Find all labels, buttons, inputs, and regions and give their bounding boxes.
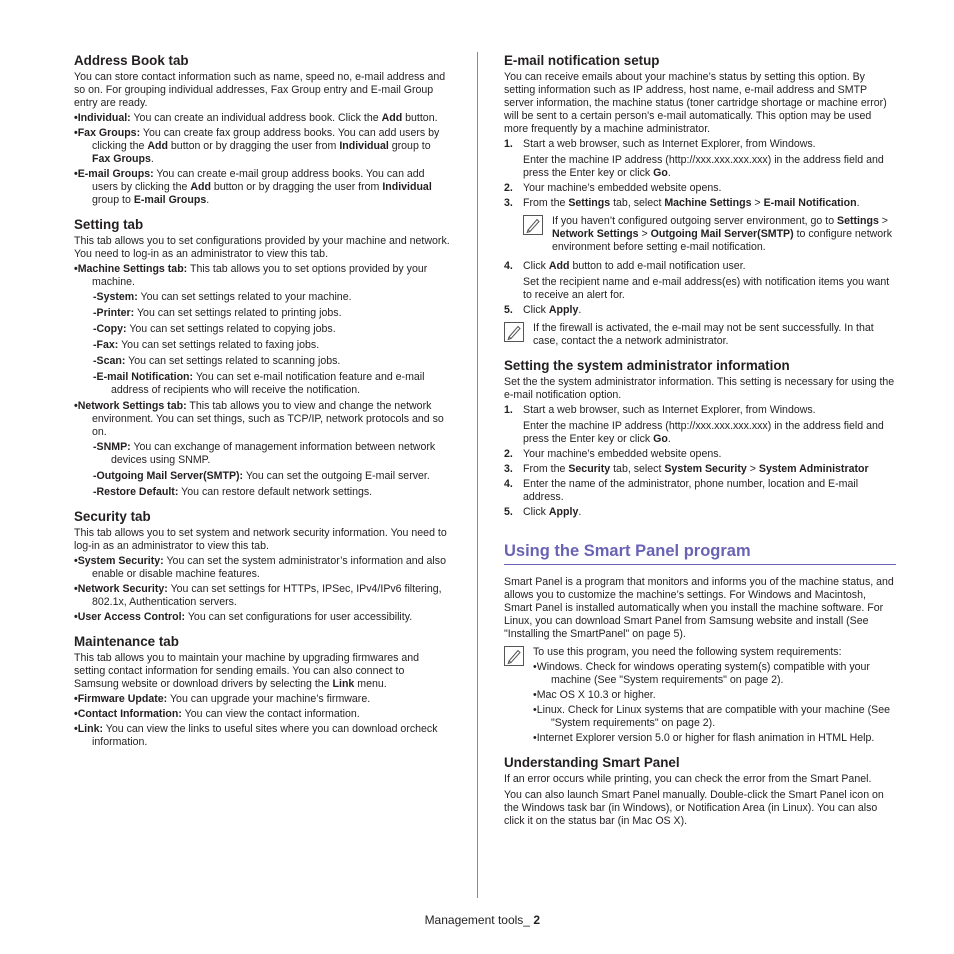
- bullet-network-security: •Network Security: You can set settings for HTTPs, IPSec, IPv4/IPv6 filtering, 802.1x, Authentication servers.: [74, 583, 442, 608]
- bullet-link: •Link: You can view the links to useful sites where you can download orcheck information.: [74, 723, 438, 748]
- sysadmin-step-4: 4. Enter the name of the administrator, phone number, location and E-mail address.: [504, 478, 859, 503]
- security-intro: This tab allows you to set system and network security information. You need to log-in as an administrator to view this tab.: [74, 527, 447, 552]
- sub-scan: -Scan: You can set settings related to scanning jobs.: [93, 355, 341, 367]
- email-notification-intro: You can receive emails about your machine’s status by setting this option. By setting information such as IP address, host name, e-mail address and SMTP server information, the machine status (toner cartridge shortage or machine error) will be sent to a certain person's e-mail automatically. This option may be used more frequently by a machine administrator.: [504, 71, 887, 135]
- bullet-system-security: •System Security: You can set the system administrator’s information and also enable or disable machine features.: [74, 555, 446, 580]
- setting-section: [74, 217, 450, 499]
- sub-fax: -Fax: You can set settings related to faxing jobs.: [93, 339, 320, 351]
- requirement-ie: •Internet Explorer version 5.0 or higher for flash animation in HTML Help.: [533, 732, 875, 744]
- email-step-1: 1. Start a web browser, such as Internet Explorer, from Windows. Enter the machine IP address (http://xxx.xxx.xxx.xxx) in the address field and press the Enter key or click Go.: [504, 138, 884, 179]
- bullet-contact-information: •Contact Information: You can view the contact information.: [74, 708, 360, 720]
- smart-panel-section: [504, 541, 896, 745]
- requirement-linux: •Linux. Check for Linux systems that are compatible with your machine (See "System requirements" on page 2).: [533, 704, 890, 729]
- bullet-individual: •Individual: You can create an individual address book. Click the Add button.: [74, 112, 438, 124]
- sysadmin-heading: Setting the system administrator information: [504, 358, 790, 373]
- page-number: 2: [533, 913, 540, 927]
- address-book-heading: Address Book tab: [74, 53, 189, 68]
- requirement-mac: •Mac OS X 10.3 or higher.: [533, 689, 656, 701]
- page-footer: [425, 914, 540, 927]
- security-section: [74, 509, 450, 624]
- understanding-heading: Understanding Smart Panel: [504, 755, 680, 770]
- note-pencil-icon: [504, 646, 524, 666]
- sub-printer: -Printer: You can set settings related to printing jobs.: [93, 307, 342, 319]
- email-notification-heading: E-mail notification setup: [504, 53, 660, 68]
- understanding-p2: You can also launch Smart Panel manually. Double-click the Smart Panel icon on the Windows task bar (in Windows), or Notification Area (in Linux). You can also click it on the status bar (in Mac OS X).: [504, 789, 884, 827]
- sysadmin-step-2: 2. Your machine’s embedded website opens.: [504, 448, 722, 460]
- understanding-section: [504, 755, 896, 828]
- bullet-user-access-control: •User Access Control: You can set configurations for user accessibility.: [74, 611, 413, 623]
- sub-outgoing-mail: -Outgoing Mail Server(SMTP): You can set the outgoing E-mail server.: [93, 470, 430, 482]
- sysadmin-step-1: 1. Start a web browser, such as Internet Explorer, from Windows. Enter the machine IP address (http://xxx.xxx.xxx.xxx) in the address field and press the Enter key or click Go.: [504, 404, 884, 445]
- maintenance-intro: This tab allows you to maintain your machine by upgrading firmwares and setting contact information for sending emails. You can also connect to Samsung website or download drivers by selecting the Link menu.: [74, 652, 420, 690]
- sysadmin-section: [504, 358, 896, 519]
- requirement-windows: •Windows. Check for windows operating system(s) compatible with your machine (See "System requirements" on page 2).: [533, 661, 870, 686]
- address-book-intro: You can store contact information such as name, speed no, e-mail address and so on. For grouping individual addresses, Fax Group entry and E-mail Group entry are ready.: [74, 71, 446, 109]
- maintenance-section: [74, 634, 450, 749]
- understanding-p1: If an error occurs while printing, you can check the error from the Smart Panel.: [504, 773, 872, 785]
- left-column: [74, 52, 450, 751]
- sub-restore-default: -Restore Default: You can restore default network settings.: [93, 486, 373, 498]
- smart-panel-requirements-note: [504, 646, 896, 745]
- bullet-network-settings: •Network Settings tab: This tab allows you to view and change the network environment. You can set things, such as TCP/IP, network protocols and so on.: [74, 400, 444, 438]
- sysadmin-intro: Set the the system administrator information. This setting is necessary for using the e-mail notification option.: [504, 376, 895, 401]
- column-divider: [477, 52, 478, 898]
- bullet-firmware-update: •Firmware Update: You can upgrade your machine’s firmware.: [74, 693, 371, 705]
- maintenance-heading: Maintenance tab: [74, 634, 179, 649]
- setting-heading: Setting tab: [74, 217, 144, 232]
- note-pencil-icon: [523, 215, 543, 235]
- email-notification-section: [504, 53, 896, 348]
- sub-snmp: -SNMP: You can exchange of management information between network devices using SNMP.: [93, 441, 436, 466]
- requirements-lead: To use this program, you need the following system requirements:: [533, 646, 842, 658]
- address-book-section: [74, 53, 450, 207]
- sub-copy: -Copy: You can set settings related to copying jobs.: [93, 323, 336, 335]
- smart-panel-title: Using the Smart Panel program: [504, 541, 896, 565]
- note-pencil-icon: [504, 322, 524, 342]
- security-heading: Security tab: [74, 509, 151, 524]
- email-note-firewall: If the firewall is activated, the e-mail may not be sent successfully. In that case, contact the a network administrator.: [504, 322, 896, 348]
- bullet-email-groups: •E-mail Groups: You can create e-mail group address books. You can add users by clicking the Add button or by dragging the user from Individual group to E-mail Groups.: [74, 168, 432, 206]
- footer-label: Management tools_: [424, 913, 530, 927]
- email-step-2: 2. Your machine’s embedded website opens.: [504, 182, 722, 194]
- bullet-fax-groups: •Fax Groups: You can create fax group address books. You can add users by clicking the Add button or by dragging the user from Individual group to Fax Groups.: [74, 127, 440, 165]
- sysadmin-step-5: 5. Click Apply.: [504, 506, 582, 518]
- sub-email-notification: -E-mail Notification: You can set e-mail notification feature and e-mail address of recipients who will receive the notification.: [93, 371, 425, 396]
- email-step-5: 5. Click Apply.: [504, 304, 582, 316]
- right-column: [504, 52, 896, 830]
- smart-panel-intro: Smart Panel is a program that monitors and informs you of the machine status, and allows you to customize the machine’s settings. For Windows and Macintosh, Smart Panel is installed automatically when you install the machine software. For Linux, you can download Smart Panel from Samsung website and install (See "Installing the SmartPanel" on page 5).: [504, 576, 894, 640]
- email-step-4: 4. Click Add button to add e-mail notification user. Set the recipient name and e-mail address(es) with notification items you want to receive an alert for.: [504, 260, 890, 301]
- bullet-machine-settings: •Machine Settings tab: This tab allows you to set options provided by your machine.: [74, 263, 428, 288]
- sub-system: -System: You can set settings related to your machine.: [93, 291, 352, 303]
- sysadmin-step-3: 3. From the Security tab, select System Security > System Administrator: [504, 463, 869, 475]
- email-note-smtp: If you haven’t configured outgoing server environment, go to Settings > Network Settings > Outgoing Mail Server(SMTP) to configure network environment before setting e-mail notification.: [523, 215, 896, 254]
- setting-intro: This tab allows you to set configurations provided by your machine and network. You need to log-in as an administrator to view this tab.: [74, 235, 450, 260]
- email-step-3: 3. From the Settings tab, select Machine Settings > E-mail Notification.: [504, 197, 860, 209]
